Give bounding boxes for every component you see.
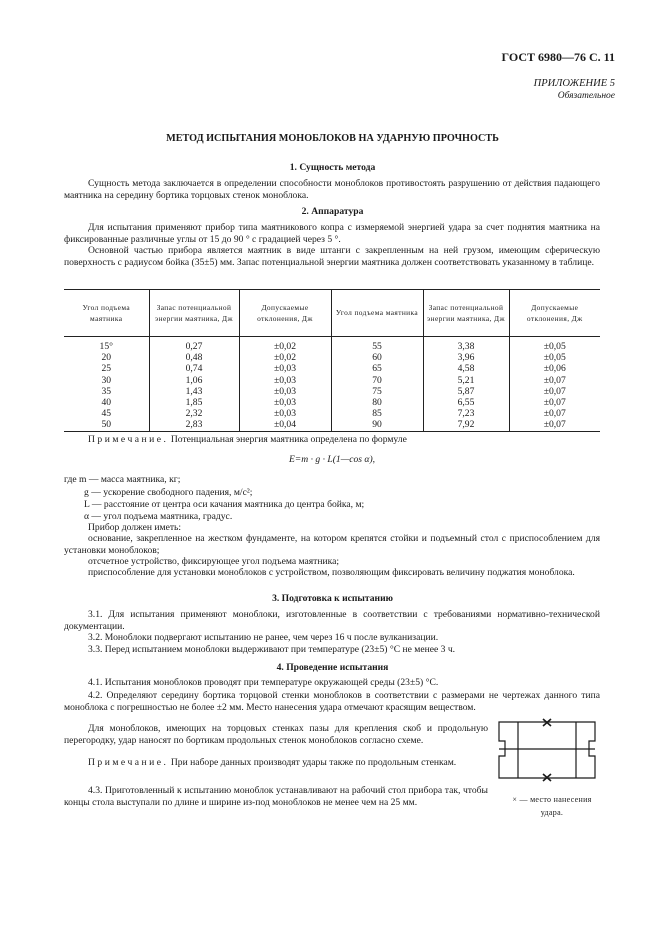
note-text: При наборе данных производят удары также по продольным стенкам. [168,757,457,768]
where-line: α — угол подъема маятника, градус. [84,511,233,522]
table-row [64,337,600,353]
section-1-text: Сущность метода заключается в определении способности моноблоков противостоять разрушению от действия падающего маятника на середину бортика торцовых стенок моноблока. [64,178,600,201]
table-cell: ±0,05 [509,352,600,363]
table-cell: 6,55 [423,397,509,408]
table-cell: 1,06 [149,375,239,386]
table-cell: 0,27 [149,337,239,353]
table-cell: 1,43 [149,386,239,397]
table-header-row [64,290,600,337]
note-label: Примечание. [88,434,169,445]
page-header: ГОСТ 6980—76 С. 11 [501,50,615,64]
table-cell: ±0,06 [509,363,600,374]
document-title: МЕТОД ИСПЫТАНИЯ МОНОБЛОКОВ НА УДАРНУЮ ПРОЧНОСТЬ [166,133,499,144]
table-cell: 80 [331,397,423,408]
table-header: Запас потенциальной энергии маятника, Дж [149,290,239,337]
table-row [64,397,600,408]
where-line: g — ускорение свободного падения, м/с²; [84,487,253,498]
table-cell: ±0,07 [509,419,600,431]
table-cell: ±0,02 [239,352,331,363]
table-header: Угол подъема маятника [64,290,149,337]
table-cell: ±0,05 [509,337,600,353]
table-cell: 7,92 [423,419,509,431]
table-cell: 90 [331,419,423,431]
legend-line: × — место нанесения [512,795,592,804]
table-cell: 3,38 [423,337,509,353]
table-row [64,408,600,419]
monoblock-scheme-drawing [497,718,599,782]
table-cell: ±0,03 [239,375,331,386]
table-cell: 60 [331,352,423,363]
table-cell: ±0,03 [239,363,331,374]
section-4-p2: 4.2. Определяют середину бортика торцовой стенки моноблоков в соответствии с размерами не чертежах данного типа моноблока с погрешностью не более ±2 мм. Место нанесения удара отмечают красящим веществом. [64,690,600,713]
section-3-p2: 3.2. Моноблоки подвергают испытанию не ранее, чем через 16 ч после вулканизации. [88,632,439,643]
table-cell: 75 [331,386,423,397]
note-text: Потенциальная энергия маятника определена по формуле [168,434,407,445]
table-header: Допускаемые отклонения, Дж [239,290,331,337]
table-cell: 1,85 [149,397,239,408]
table-cell: 55 [331,337,423,353]
table-row [64,386,600,397]
table-cell: 5,87 [423,386,509,397]
table-cell: ±0,07 [509,375,600,386]
note-label: Примечание. [88,757,169,768]
note-formula [64,434,600,446]
table-row [64,375,600,386]
table-cell: 50 [64,419,149,431]
monoblock-outline [499,722,595,778]
table-cell: 85 [331,408,423,419]
section-2-heading: 2. Аппаратура [301,206,364,217]
table-row [64,419,600,431]
scheme-legend [492,794,612,820]
where-line: L — расстояние от центра оси качания маятника до центра бойка, м; [84,499,365,510]
table-cell: 0,74 [149,363,239,374]
table-cell: ±0,03 [239,397,331,408]
section-4-p4: 4.3. Приготовленный к испытанию моноблок устанавливают на рабочий стол прибора так, чтобы концы стола выступали по длине и ширине из-под моноблоков не менее чем на 25 мм. [64,785,488,808]
section-4-p3: Для моноблоков, имеющих на торцовых стенках пазы для крепления скоб и продольную перегородку, удар наносят по бортикам продольных стенок моноблоков согласно схеме. [64,723,488,746]
where-line: где m — масса маятника, кг; [64,474,181,485]
device-intro: Прибор должен иметь: [88,522,182,533]
section-3-heading: 3. Подготовка к испытанию [272,593,393,604]
table-header: Допускаемые отклонения, Дж [509,290,600,337]
table-cell: 0,48 [149,352,239,363]
table-cell: 20 [101,352,112,364]
table-cell: ±0,07 [509,397,600,408]
section-2-para-1: Для испытания применяют прибор типа маятникового копра с измеряемой энергией удара за счет поднятия маятника на фиксированные различные углы от 15 до 90 ° с градацией через 5 °. [64,222,600,245]
section-4-note [64,757,488,769]
table-cell: 4,58 [423,363,509,374]
legend-line: удара. [540,807,564,817]
table-cell: 65 [331,363,423,374]
section-4-p1: 4.1. Испытания моноблоков проводят при температуре окружающей среды (23±5) °С. [88,677,439,688]
table-cell: ±0,07 [509,386,600,397]
table-cell: 3,96 [423,352,509,363]
table-row [64,352,600,363]
device-item-3: приспособление для установки моноблоков с устройством, позволяющим фиксировать величину поджатия моноблока. [88,567,575,578]
energy-table [64,289,600,432]
table-cell: ±0,03 [239,408,331,419]
table-cell: 2,83 [149,419,239,431]
table-cell: ±0,04 [239,419,331,431]
device-item-1: основание, закрепленное на жестком фундаменте, на котором крепятся стойки и подъемный стол с приспособлением для установки моноблоков; [64,533,600,556]
section-2-para-2: Основной частью прибора является маятник в виде штанги с закрепленным на ней грузом, имеющим сферическую поверхность с радиусом бойка (35±5) мм. Запас потенциальной энергии маятника должен соответствовать указанному в таблице. [64,245,600,268]
table-cell: 70 [331,375,423,386]
table-header: Запас потенциальной энергии маятника, Дж [423,290,509,337]
table-cell: 15° [99,341,113,352]
table-cell: ±0,02 [239,337,331,353]
table-cell: 25 [101,363,112,375]
monoblock-scheme [497,718,599,786]
appendix-label: ПРИЛОЖЕНИЕ 5 [533,78,615,89]
table-cell: 2,32 [149,408,239,419]
section-3-p1: 3.1. Для испытания применяют моноблоки, изготовленные в соответствии с требованиями нормативно-технической документации. [64,609,600,632]
table-cell: 5,21 [423,375,509,386]
table-row [64,363,600,374]
table-cell: 7,23 [423,408,509,419]
section-1-heading: 1. Сущность метода [289,162,376,173]
table-cell: 45 [101,408,112,420]
section-4-heading: 4. Проведение испытания [276,662,389,673]
appendix-status: Обязательное [557,90,615,101]
table-cell: ±0,03 [239,386,331,397]
table-cell: 30 [101,374,112,386]
table-cell: 40 [101,397,112,409]
device-item-2: отсчетное устройство, фиксирующее угол подъема маятника; [88,556,340,567]
appendix-label-block [534,78,615,102]
table-cell: 35 [101,385,112,397]
table-cell: ±0,07 [509,408,600,419]
table-header: Угол подъема маятника [331,290,423,337]
section-3-p3: 3.3. Перед испытанием моноблоки выдерживают при температуре (23±5) °С не менее 3 ч. [88,644,456,655]
energy-formula: E=m · g · L(1—cos α), [288,454,376,465]
